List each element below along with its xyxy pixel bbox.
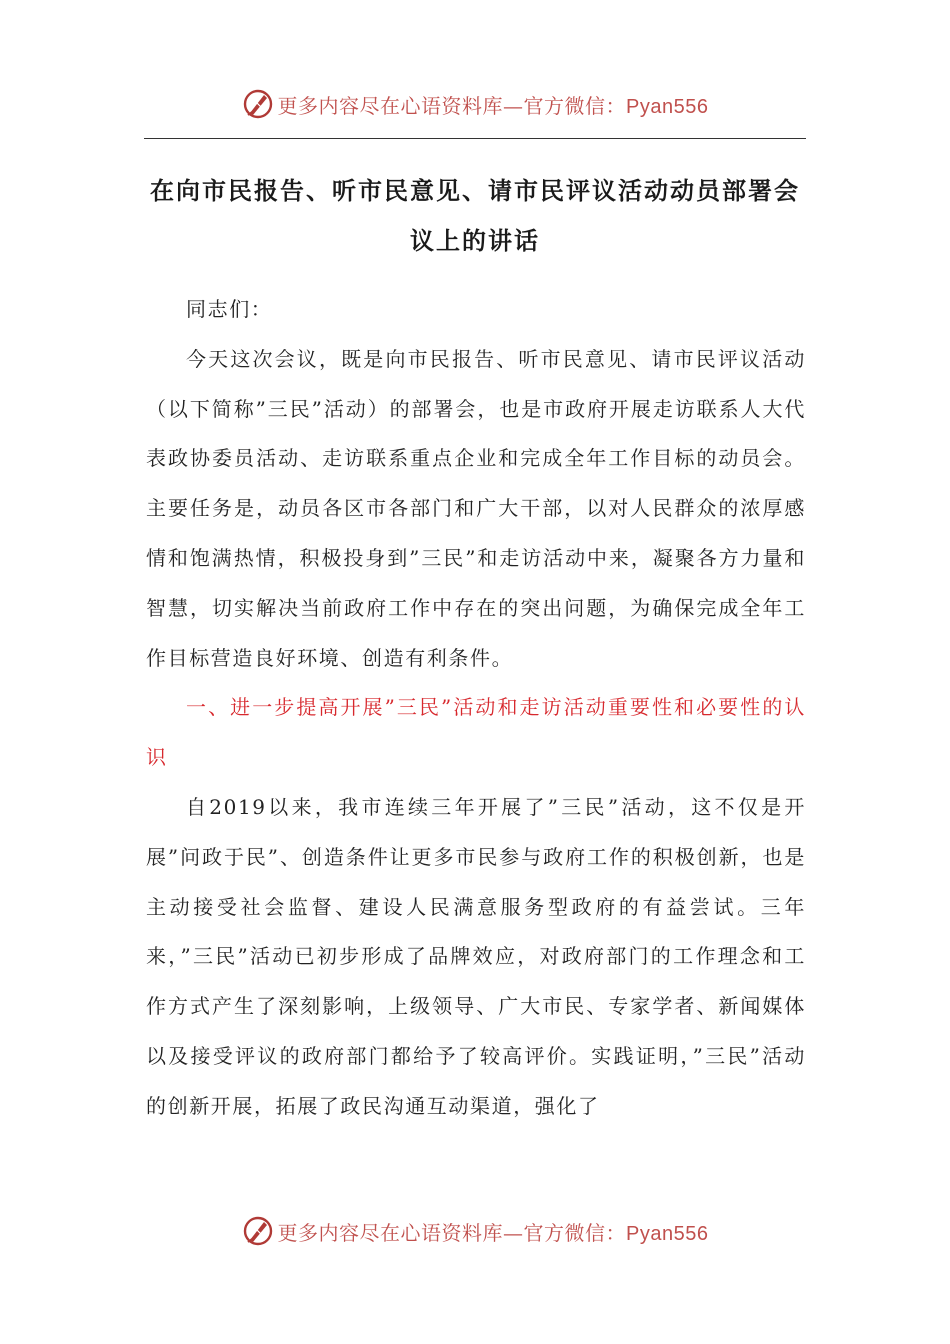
site-text: 更多内容尽在心语资料库 <box>277 93 504 118</box>
header-banner <box>0 84 950 124</box>
wechat-account: Pyan556 <box>626 1222 709 1245</box>
wechat-label: 官方微信： <box>523 1220 627 1245</box>
banner-text <box>278 1217 709 1246</box>
header-divider <box>144 138 806 139</box>
site-text: 更多内容尽在心语资料库 <box>277 1220 504 1245</box>
paragraph-section-1: 自2019以来，我市连续三年开展了”三民”活动，这不仅是开展”问政于民”、创造条件让更多市民参与政府工作的积极创新，也是主动接受社会监督、建设人民满意服务型政府的有益尝试。三年来，”三民”活动已初步形成了品牌效应，对政府部门的工作理念和工作方式产生了深刻影响，上级领导、广大市民、专家学者、新闻媒体以及接受评议的政府部门都给予了较高评价。实践证明，”三民”活动的创新开展，拓展了政民沟通互动渠道，强化了 <box>146 794 806 1118</box>
banner-dash: — <box>503 1220 524 1245</box>
salutation: 同志们： <box>186 297 273 321</box>
wechat-account: Pyan556 <box>626 95 709 118</box>
quill-pen-logo <box>242 1215 274 1247</box>
paragraph-intro: 今天这次会议，既是向市民报告、听市民意见、请市民评议活动（以下简称”三民”活动）的部署会，也是市政府开展走访联系人大代表政协委员活动、走访联系重点企业和完成全年工作目标的动员会。主要任务是，动员各区市各部门和广大干部，以对人民群众的浓厚感情和饱满热情，积极投身到”三民”和走访活动中来，凝聚各方力量和智慧，切实解决当前政府工作中存在的突出问题，为确保完成全年工作目标营造良好环境、创造有利条件。 <box>146 346 806 670</box>
banner-dash: — <box>503 93 524 118</box>
document-title: 在向市民报告、听市民意见、请市民评议活动动员部署会议上的讲话 <box>150 176 800 255</box>
wechat-label: 官方微信： <box>523 93 627 118</box>
footer-banner <box>0 1211 950 1251</box>
section-heading: 一、进一步提高开展”三民”活动和走访活动重要性和必要性的认识 <box>146 695 806 770</box>
quill-pen-logo <box>242 88 274 120</box>
document-body <box>146 285 806 1132</box>
banner-text <box>278 90 709 119</box>
